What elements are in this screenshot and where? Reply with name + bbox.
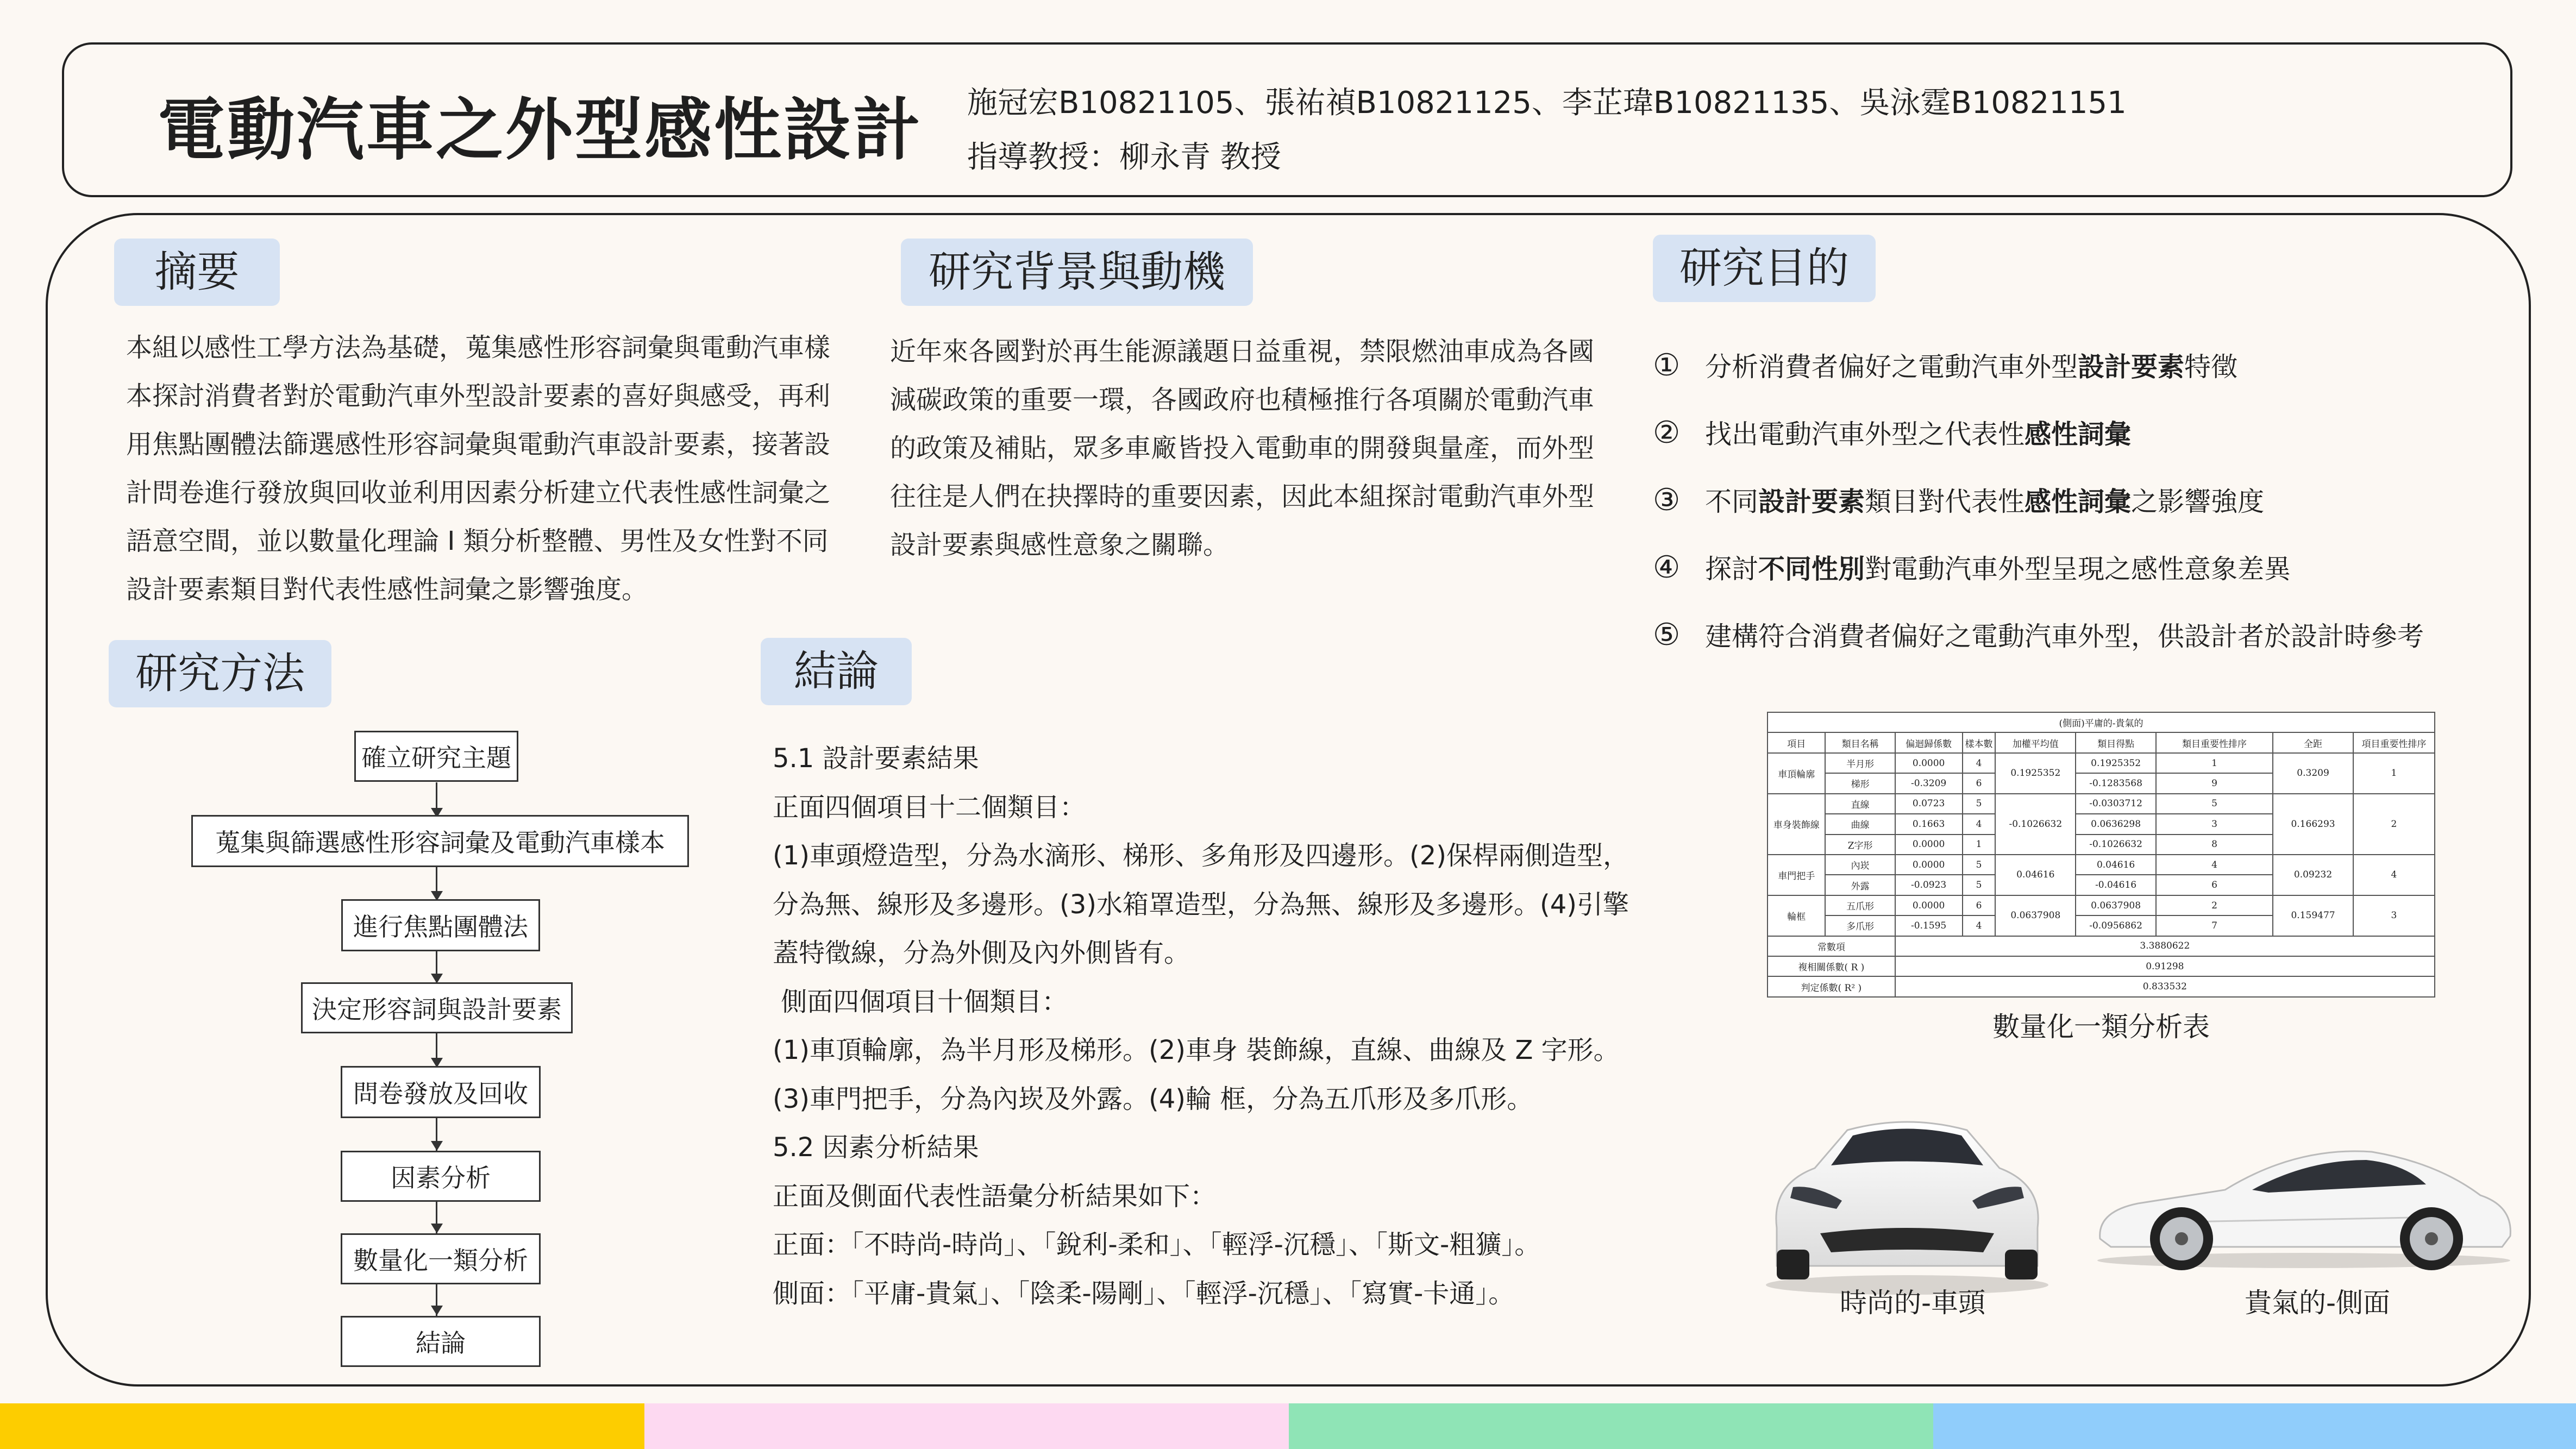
authors-line: 施冠宏B10821105、張祐禎B10821125、李芷瑋B10821135、吳泳霆B10821151 — [967, 85, 2127, 121]
item-number: ② — [1653, 415, 1681, 450]
table-row: 車門把手 內崁 0.0000 5 0.04616 0.04616 4 0.09232 4 — [1768, 855, 2435, 875]
conclusion-line: 蓋特徵線，分為外側及內外側皆有。 — [773, 938, 1190, 968]
method-heading: 研究方法 — [109, 640, 331, 707]
conclusion-line: 側面四個項目十個類目： — [773, 986, 1068, 1017]
table-row: 車頂輪廓 半月形 0.0000 4 0.1925352 0.1925352 1 0.3209 1 — [1768, 753, 2435, 773]
background-text — [890, 328, 1594, 569]
table-header: 類目重要性排序 — [2156, 732, 2273, 752]
flow-step: 問卷發放及回收 — [341, 1066, 541, 1118]
item-number: ⑤ — [1653, 617, 1681, 653]
abstract-heading: 摘要 — [114, 239, 280, 306]
conclusion-line: 正面：「不時尚-時尚」、「銳利-柔和」、「輕浮-沉穩」、「斯文-粗獷」。 — [773, 1230, 1541, 1260]
conclusion-text — [773, 735, 1629, 1318]
background-line: 減碳政策的重要一環，各國政府也積極推行各項關於電動汽車 — [890, 385, 1595, 415]
stripe-yellow — [0, 1403, 644, 1449]
purpose-item: ③ 不同 設計要素 類目對代表性 感性詞彙 之影響強度 — [1653, 482, 2265, 518]
stripe-blue — [1933, 1403, 2576, 1449]
stripe-pink — [644, 1403, 1289, 1449]
table-title: (側面)平庸的-貴氣的 — [1768, 712, 2435, 732]
stripe-green — [1289, 1403, 1933, 1449]
car-side-caption: 貴氣的-側面 — [2244, 1287, 2391, 1319]
flow-step: 蒐集與篩選感性形容詞彙及電動汽車樣本 — [191, 815, 689, 867]
table-header: 全距 — [2273, 732, 2353, 752]
purpose-item: ② 找出電動汽車外型之代表性 感性詞彙 — [1653, 415, 2132, 450]
purpose-item: ④ 探討 不同性別 對電動汽車外型呈現之感性意象差異 — [1653, 549, 2291, 585]
conclusion-line: (1)車頭燈造型，分為水滴形、梯形、多角形及四邊形。(2)保桿兩側造型， — [773, 840, 1629, 871]
table-row: 曲線 0.1663 4 0.0636298 3 — [1768, 814, 2435, 834]
background-heading: 研究背景與動機 — [901, 239, 1253, 306]
table-header: 項目重要性排序 — [2353, 732, 2435, 752]
abstract-line: 本探討消費者對於電動汽車外型設計要素的喜好與感受，再利 — [126, 381, 831, 411]
abstract-line: 語意空間，並以數量化理論 I 類分析整體、男性及女性對不同 — [126, 526, 829, 556]
item-number: ① — [1653, 347, 1681, 383]
table-header: 類目名稱 — [1825, 732, 1895, 752]
flow-step: 因素分析 — [341, 1151, 541, 1202]
table-row: Z字形 0.0000 1 -0.1026632 8 — [1768, 835, 2435, 855]
background-line: 設計要素與感性意象之關聯。 — [890, 530, 1230, 560]
purpose-item: ① 分析消費者偏好之電動汽車外型 設計要素 特徵 — [1653, 347, 2238, 383]
table-cell: 車頂輪廓 — [1768, 753, 1825, 794]
table-header: 偏迴歸係數 — [1895, 732, 1963, 752]
abstract-line: 設計要素類目對代表性感性詞彙之影響強度。 — [126, 574, 648, 605]
purpose-item: ⑤ 建構符合消費者偏好之電動汽車外型，供設計者於設計時參考 — [1653, 617, 2424, 653]
conclusion-line: 5.2 因素分析結果 — [773, 1132, 979, 1163]
flow-arrow — [431, 1224, 443, 1233]
car-front-caption: 時尚的-車頭 — [1839, 1287, 1986, 1319]
table-row: 多爪形 -0.1595 4 -0.0956862 7 — [1768, 915, 2435, 936]
purpose-heading: 研究目的 — [1653, 235, 1876, 302]
table-header: 加權平均值 — [1995, 732, 2076, 752]
flow-step: 數量化一類分析 — [341, 1233, 541, 1284]
table-header: 項目 — [1768, 732, 1825, 752]
background-line: 的政策及補貼，眾多車廠皆投入電動車的開發與量產，而外型 — [890, 433, 1595, 463]
background-line: 往往是人們在抉擇時的重要因素，因此本組探討電動汽車外型 — [890, 481, 1595, 512]
flow-step: 決定形容詞與設計要素 — [301, 982, 573, 1033]
table-header: 樣本數 — [1963, 732, 1996, 752]
purpose-list — [1653, 331, 2424, 668]
item-number: ③ — [1653, 482, 1681, 518]
background-line: 近年來各國對於再生能源議題日益重視，禁限燃油車成為各國 — [890, 336, 1595, 367]
conclusion-line: 正面四個項目十二個類目： — [773, 792, 1086, 823]
flow-arrow — [431, 1306, 443, 1315]
abstract-line: 用焦點團體法篩選感性形容詞彙與電動汽車設計要素，接著設 — [126, 429, 831, 460]
conclusion-line: 5.1 設計要素結果 — [773, 743, 979, 774]
item-number: ④ — [1653, 549, 1681, 585]
conclusion-line: (1)車頂輪廓，為半月形及梯形。(2)車身 裝飾線，直線、曲線及 Z 字形。 — [773, 1035, 1620, 1065]
conclusion-line: 分為無、線形及多邊形。(3)水箱罩造型，分為無、線形及多邊形。(4)引擎 — [773, 889, 1629, 920]
abstract-line: 計問卷進行發放與回收並利用因素分析建立代表性感性詞彙之 — [126, 478, 831, 508]
conclusion-heading: 結論 — [761, 638, 912, 705]
table-cell: 車身裝飾線 — [1768, 794, 1825, 855]
table-caption: 數量化一類分析表 — [1992, 1011, 2210, 1043]
table-cell: 輪框 — [1768, 895, 1825, 936]
table-row: 外露 -0.0923 5 -0.04616 6 — [1768, 875, 2435, 895]
table-header: 類目得點 — [2076, 732, 2156, 752]
conclusion-line: 側面：「平庸-貴氣」、「陰柔-陽剛」、「輕浮-沉穩」、「寫實-卡通」。 — [773, 1278, 1515, 1309]
table-footer-row: 複相關係數( R ) 0.91298 — [1768, 956, 2435, 976]
abstract-line: 本組以感性工學方法為基礎，蒐集感性形容詞彙與電動汽車樣 — [126, 333, 831, 363]
car-front-image — [1755, 1092, 2059, 1299]
table-cell: 車門把手 — [1768, 855, 1825, 895]
table-row: 車身裝飾線 直線 0.0723 5 -0.1026632 -0.0303712 5 0.166293 2 — [1768, 794, 2435, 814]
table-footer-row: 常數項 3.3880622 — [1768, 936, 2435, 956]
conclusion-line: (3)車門把手，分為內崁及外露。(4)輪 框，分為五爪形及多爪形。 — [773, 1083, 1533, 1114]
flow-step: 結論 — [341, 1316, 541, 1367]
analysis-table — [1767, 712, 2435, 998]
advisor-line: 指導教授：柳永青 教授 — [967, 140, 1281, 175]
table-footer-row: 判定係數( R² ) 0.833532 — [1768, 976, 2435, 997]
conclusion-line: 正面及側面代表性語彙分析結果如下： — [773, 1181, 1217, 1212]
poster-title: 電動汽車之外型感性設計 — [158, 91, 923, 170]
flow-step: 進行焦點團體法 — [341, 899, 540, 951]
abstract-text — [126, 324, 830, 614]
flow-step: 確立研究主題 — [354, 731, 518, 782]
table-row: 梯形 -0.3209 6 -0.1283568 9 — [1768, 773, 2435, 793]
flow-arrow — [431, 1141, 443, 1151]
car-side-image — [2089, 1130, 2518, 1271]
table-row: 輪框 五爪形 0.0000 6 0.0637908 0.0637908 2 0.159477 3 — [1768, 895, 2435, 915]
